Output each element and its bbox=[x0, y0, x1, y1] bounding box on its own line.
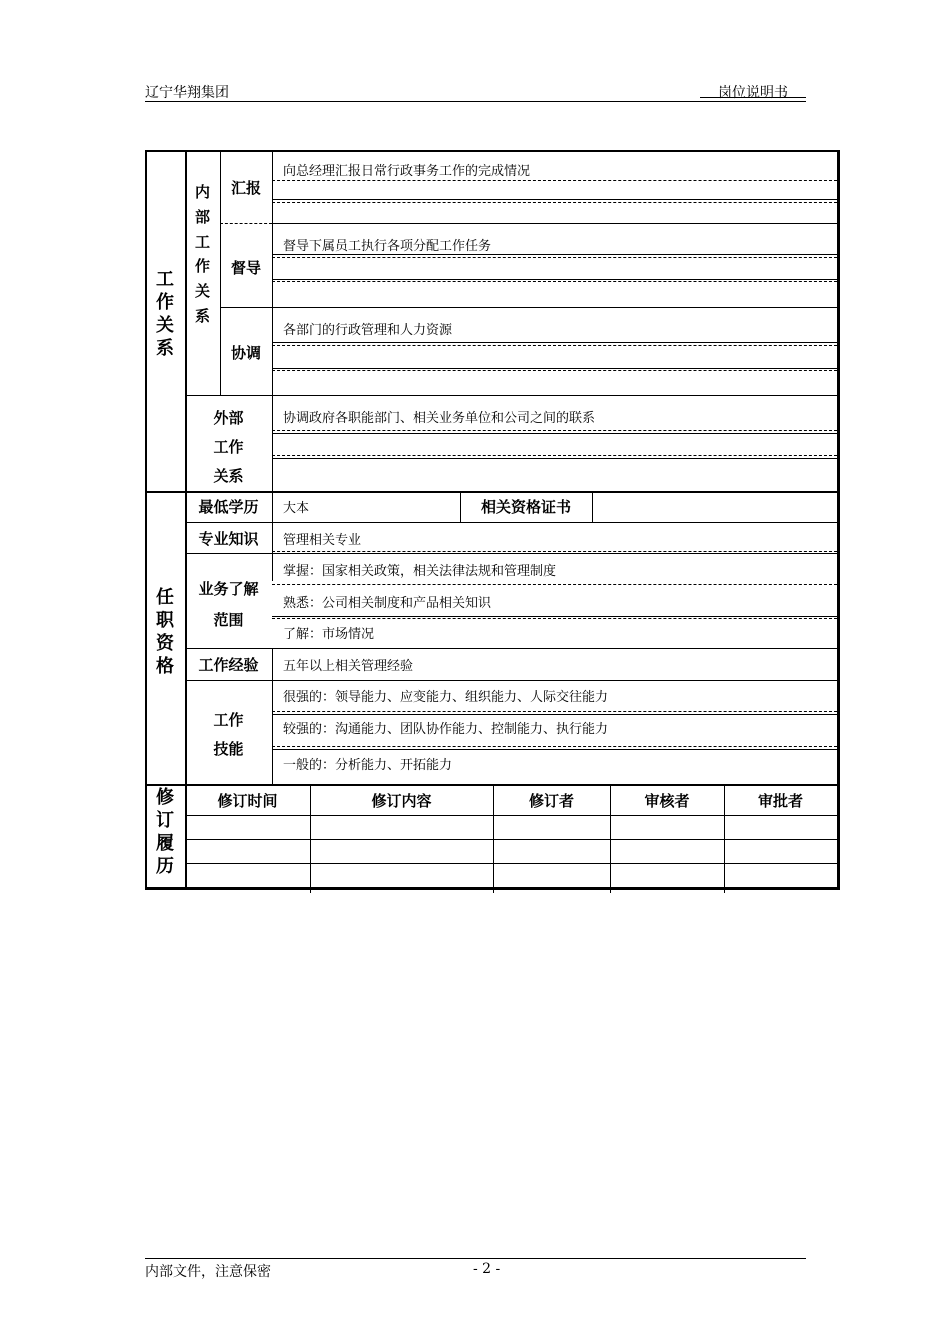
revision-label: 修订履历 bbox=[155, 787, 174, 878]
cert-divider bbox=[592, 491, 593, 522]
rule bbox=[185, 863, 837, 864]
dash-rule bbox=[272, 618, 837, 619]
skills-line: 较强的：沟通能力、团队协作能力、控制能力、执行能力 bbox=[283, 722, 609, 737]
rule bbox=[272, 749, 837, 750]
label-divider-2 bbox=[272, 648, 273, 784]
page-number: - 2 - bbox=[473, 1261, 501, 1277]
work-relations-label: 工作关系 bbox=[155, 269, 174, 360]
rule bbox=[185, 648, 837, 649]
company-name: 辽宁华翔集团 bbox=[145, 85, 229, 101]
external-text: 协调政府各职能部门、相关业务单位和公司之间的联系 bbox=[283, 411, 596, 426]
footer-note: 内部文件，注意保密 bbox=[145, 1264, 271, 1280]
dash-rule bbox=[272, 551, 837, 552]
skills-label-line: 技能 bbox=[213, 740, 244, 758]
rule bbox=[272, 433, 837, 434]
dash-rule bbox=[272, 370, 837, 371]
dash-rule bbox=[272, 711, 837, 712]
dash-rule bbox=[272, 202, 837, 203]
col-revision-date: 修订时间 bbox=[217, 792, 278, 810]
rule bbox=[272, 223, 837, 224]
qualifications-label: 任职资格 bbox=[155, 587, 174, 678]
knowledge-value: 管理相关专业 bbox=[283, 533, 362, 548]
external-label-line: 工作 bbox=[213, 438, 244, 456]
dash-rule bbox=[272, 584, 837, 585]
certificate-label: 相关资格证书 bbox=[480, 498, 571, 516]
business-label-line: 业务了解 bbox=[198, 580, 259, 598]
business-label-line: 范围 bbox=[213, 611, 244, 629]
rule bbox=[272, 616, 837, 617]
rule-section-3 bbox=[145, 784, 837, 786]
rule bbox=[272, 368, 837, 369]
rule bbox=[185, 680, 837, 681]
rule bbox=[272, 714, 837, 715]
col-revision-content: 修订内容 bbox=[371, 792, 432, 810]
rule bbox=[272, 199, 837, 200]
rule bbox=[272, 342, 837, 343]
experience-label: 工作经验 bbox=[198, 656, 259, 674]
rule bbox=[272, 279, 837, 280]
dash-rule bbox=[272, 257, 837, 258]
col-approver: 审批者 bbox=[757, 792, 803, 810]
business-line: 熟悉：公司相关制度和产品相关知识 bbox=[283, 596, 492, 611]
business-line: 掌握：国家相关政策，相关法律法规和管理制度 bbox=[283, 564, 557, 579]
document-title: 岗位说明书 bbox=[718, 85, 788, 101]
supervise-text: 督导下属员工执行各项分配工作任务 bbox=[283, 239, 492, 254]
rule bbox=[272, 458, 837, 459]
rule-internal-external bbox=[185, 395, 837, 396]
business-scope-label bbox=[185, 574, 272, 636]
education-label: 最低学历 bbox=[198, 498, 259, 516]
rule-section-2 bbox=[145, 491, 837, 493]
skills-line: 很强的：领导能力、应变能力、组织能力、人际交往能力 bbox=[283, 690, 609, 705]
skills-label-line: 工作 bbox=[213, 711, 244, 729]
rule bbox=[220, 307, 837, 308]
external-label-line: 关系 bbox=[213, 467, 244, 485]
rule bbox=[185, 553, 272, 554]
coordinate-text: 各部门的行政管理和人力资源 bbox=[283, 323, 453, 338]
business-line: 了解：市场情况 bbox=[283, 627, 375, 642]
job-description-form bbox=[145, 150, 840, 890]
skills-label bbox=[185, 706, 272, 764]
knowledge-label: 专业知识 bbox=[198, 530, 259, 548]
rule bbox=[272, 254, 837, 255]
report-label: 汇报 bbox=[230, 179, 261, 197]
col-reviewer: 审核者 bbox=[644, 792, 690, 810]
rule bbox=[272, 553, 837, 554]
label-divider bbox=[272, 150, 273, 581]
dash-rule bbox=[272, 746, 837, 747]
supervise-label: 督导 bbox=[230, 259, 261, 277]
dash-rule bbox=[272, 281, 837, 282]
coordinate-label: 协调 bbox=[230, 344, 261, 362]
col-reviser: 修订者 bbox=[528, 792, 574, 810]
experience-value: 五年以上相关管理经验 bbox=[283, 659, 414, 674]
external-relations-label bbox=[185, 404, 272, 491]
dash-rule bbox=[272, 180, 837, 181]
rule bbox=[185, 815, 837, 816]
footer-rule bbox=[145, 1258, 806, 1259]
skills-line: 一般的：分析能力、开拓能力 bbox=[283, 758, 453, 773]
dash-rule bbox=[272, 455, 837, 456]
dash-rule bbox=[220, 223, 272, 224]
internal-relations-label: 内部工作关系 bbox=[194, 183, 210, 325]
rule bbox=[185, 839, 837, 840]
external-label-line: 外部 bbox=[213, 409, 244, 427]
dash-rule bbox=[272, 430, 837, 431]
header-rule-short bbox=[700, 97, 806, 98]
report-text: 向总经理汇报日常行政事务工作的完成情况 bbox=[283, 164, 531, 179]
header-rule bbox=[145, 101, 806, 102]
education-value: 大本 bbox=[283, 501, 310, 516]
rule bbox=[185, 522, 837, 523]
dash-rule bbox=[272, 345, 837, 346]
